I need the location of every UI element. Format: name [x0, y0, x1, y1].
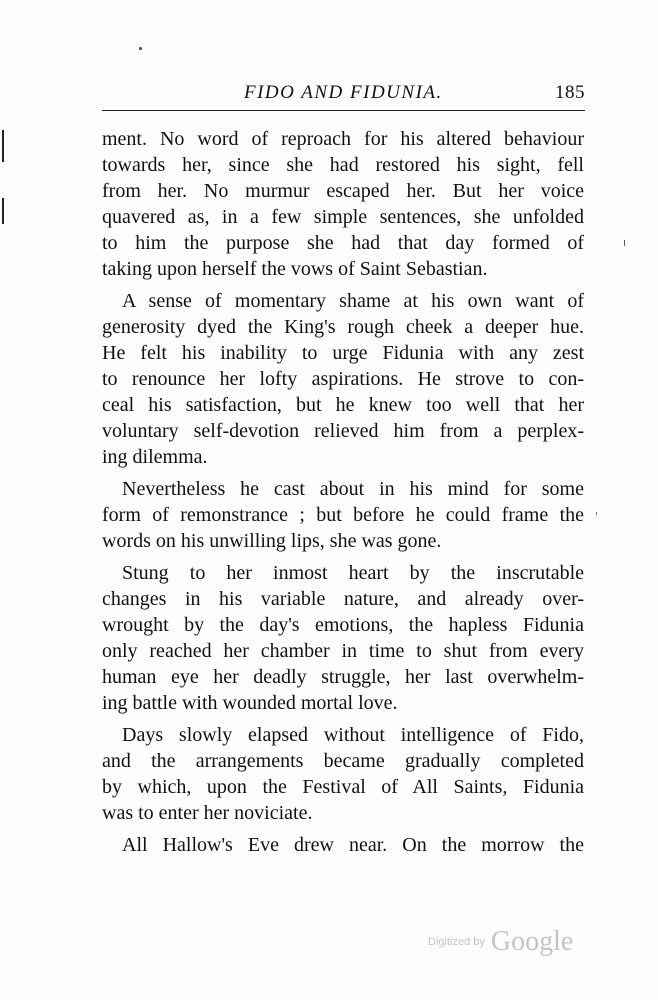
- text-line: ceal his satisfaction, but he knew too well that her: [102, 394, 584, 416]
- text-line: form of remonstrance ; but before he could frame the: [102, 504, 584, 526]
- text-line: ment. No word of reproach for his altered behaviour: [102, 128, 584, 150]
- ink-speck: [596, 512, 597, 515]
- text-line: by which, upon the Festival of All Saints, Fidunia: [102, 776, 584, 798]
- text-line: taking upon herself the vows of Saint Sebastian.: [102, 258, 488, 280]
- text-line: human eye her deadly struggle, her last overwhelm-: [102, 666, 584, 688]
- paragraph: [102, 288, 584, 470]
- paragraph: [102, 560, 584, 716]
- text-line: towards her, since she had restored his sight, fell: [102, 154, 584, 176]
- text-line: He felt his inability to urge Fidunia with any zest: [102, 342, 584, 364]
- text-line: wrought by the day's emotions, the hapless Fidunia: [102, 614, 584, 636]
- text-line: ing battle with wounded mortal love.: [102, 692, 398, 714]
- text-line: Days slowly elapsed without intelligence of Fido,: [122, 724, 584, 746]
- text-line: ing dilemma.: [102, 446, 208, 468]
- text-line: Stung to her inmost heart by the inscrutable: [122, 562, 584, 584]
- text-line: was to enter her noviciate.: [102, 802, 313, 824]
- text-line: voluntary self-devotion relieved him from a perplex-: [102, 420, 584, 442]
- running-title: FIDO AND FIDUNIA.: [244, 82, 443, 103]
- text-line: A sense of momentary shame at his own want of: [122, 290, 584, 312]
- paragraph: [102, 476, 584, 554]
- watermark-prefix: Digitized by: [428, 936, 485, 948]
- scan-edge-mark: [2, 198, 4, 224]
- running-head: [102, 82, 585, 112]
- paragraph: [102, 832, 584, 858]
- text-line: words on his unwilling lips, she was gone.: [102, 530, 442, 552]
- ink-speck: [624, 240, 625, 246]
- text-line: only reached her chamber in time to shut from every: [102, 640, 584, 662]
- text-line: Nevertheless he cast about in his mind for some: [122, 478, 584, 500]
- text-line: to renounce her lofty aspirations. He strove to con-: [102, 368, 584, 390]
- text-line: to him the purpose she had that day formed of: [102, 232, 584, 254]
- google-logo: Google: [490, 926, 574, 957]
- paragraph: [102, 722, 584, 826]
- text-line: generosity dyed the King's rough cheek a deeper hue.: [102, 316, 584, 338]
- text-line: All Hallow's Eve drew near. On the morrow the: [122, 834, 584, 856]
- text-line: changes in his variable nature, and already over-: [102, 588, 584, 610]
- page-number: 185: [555, 82, 585, 103]
- text-line: from her. No murmur escaped her. But her voice: [102, 180, 584, 202]
- paragraph: [102, 126, 584, 282]
- ink-speck: [139, 47, 142, 50]
- text-line: quavered as, in a few simple sentences, she unfolded: [102, 206, 584, 228]
- scan-edge-mark: [2, 130, 4, 162]
- digitized-watermark: [428, 926, 573, 958]
- body-text: [102, 126, 584, 858]
- header-rule: [102, 110, 585, 111]
- text-line: and the arrangements became gradually completed: [102, 750, 584, 772]
